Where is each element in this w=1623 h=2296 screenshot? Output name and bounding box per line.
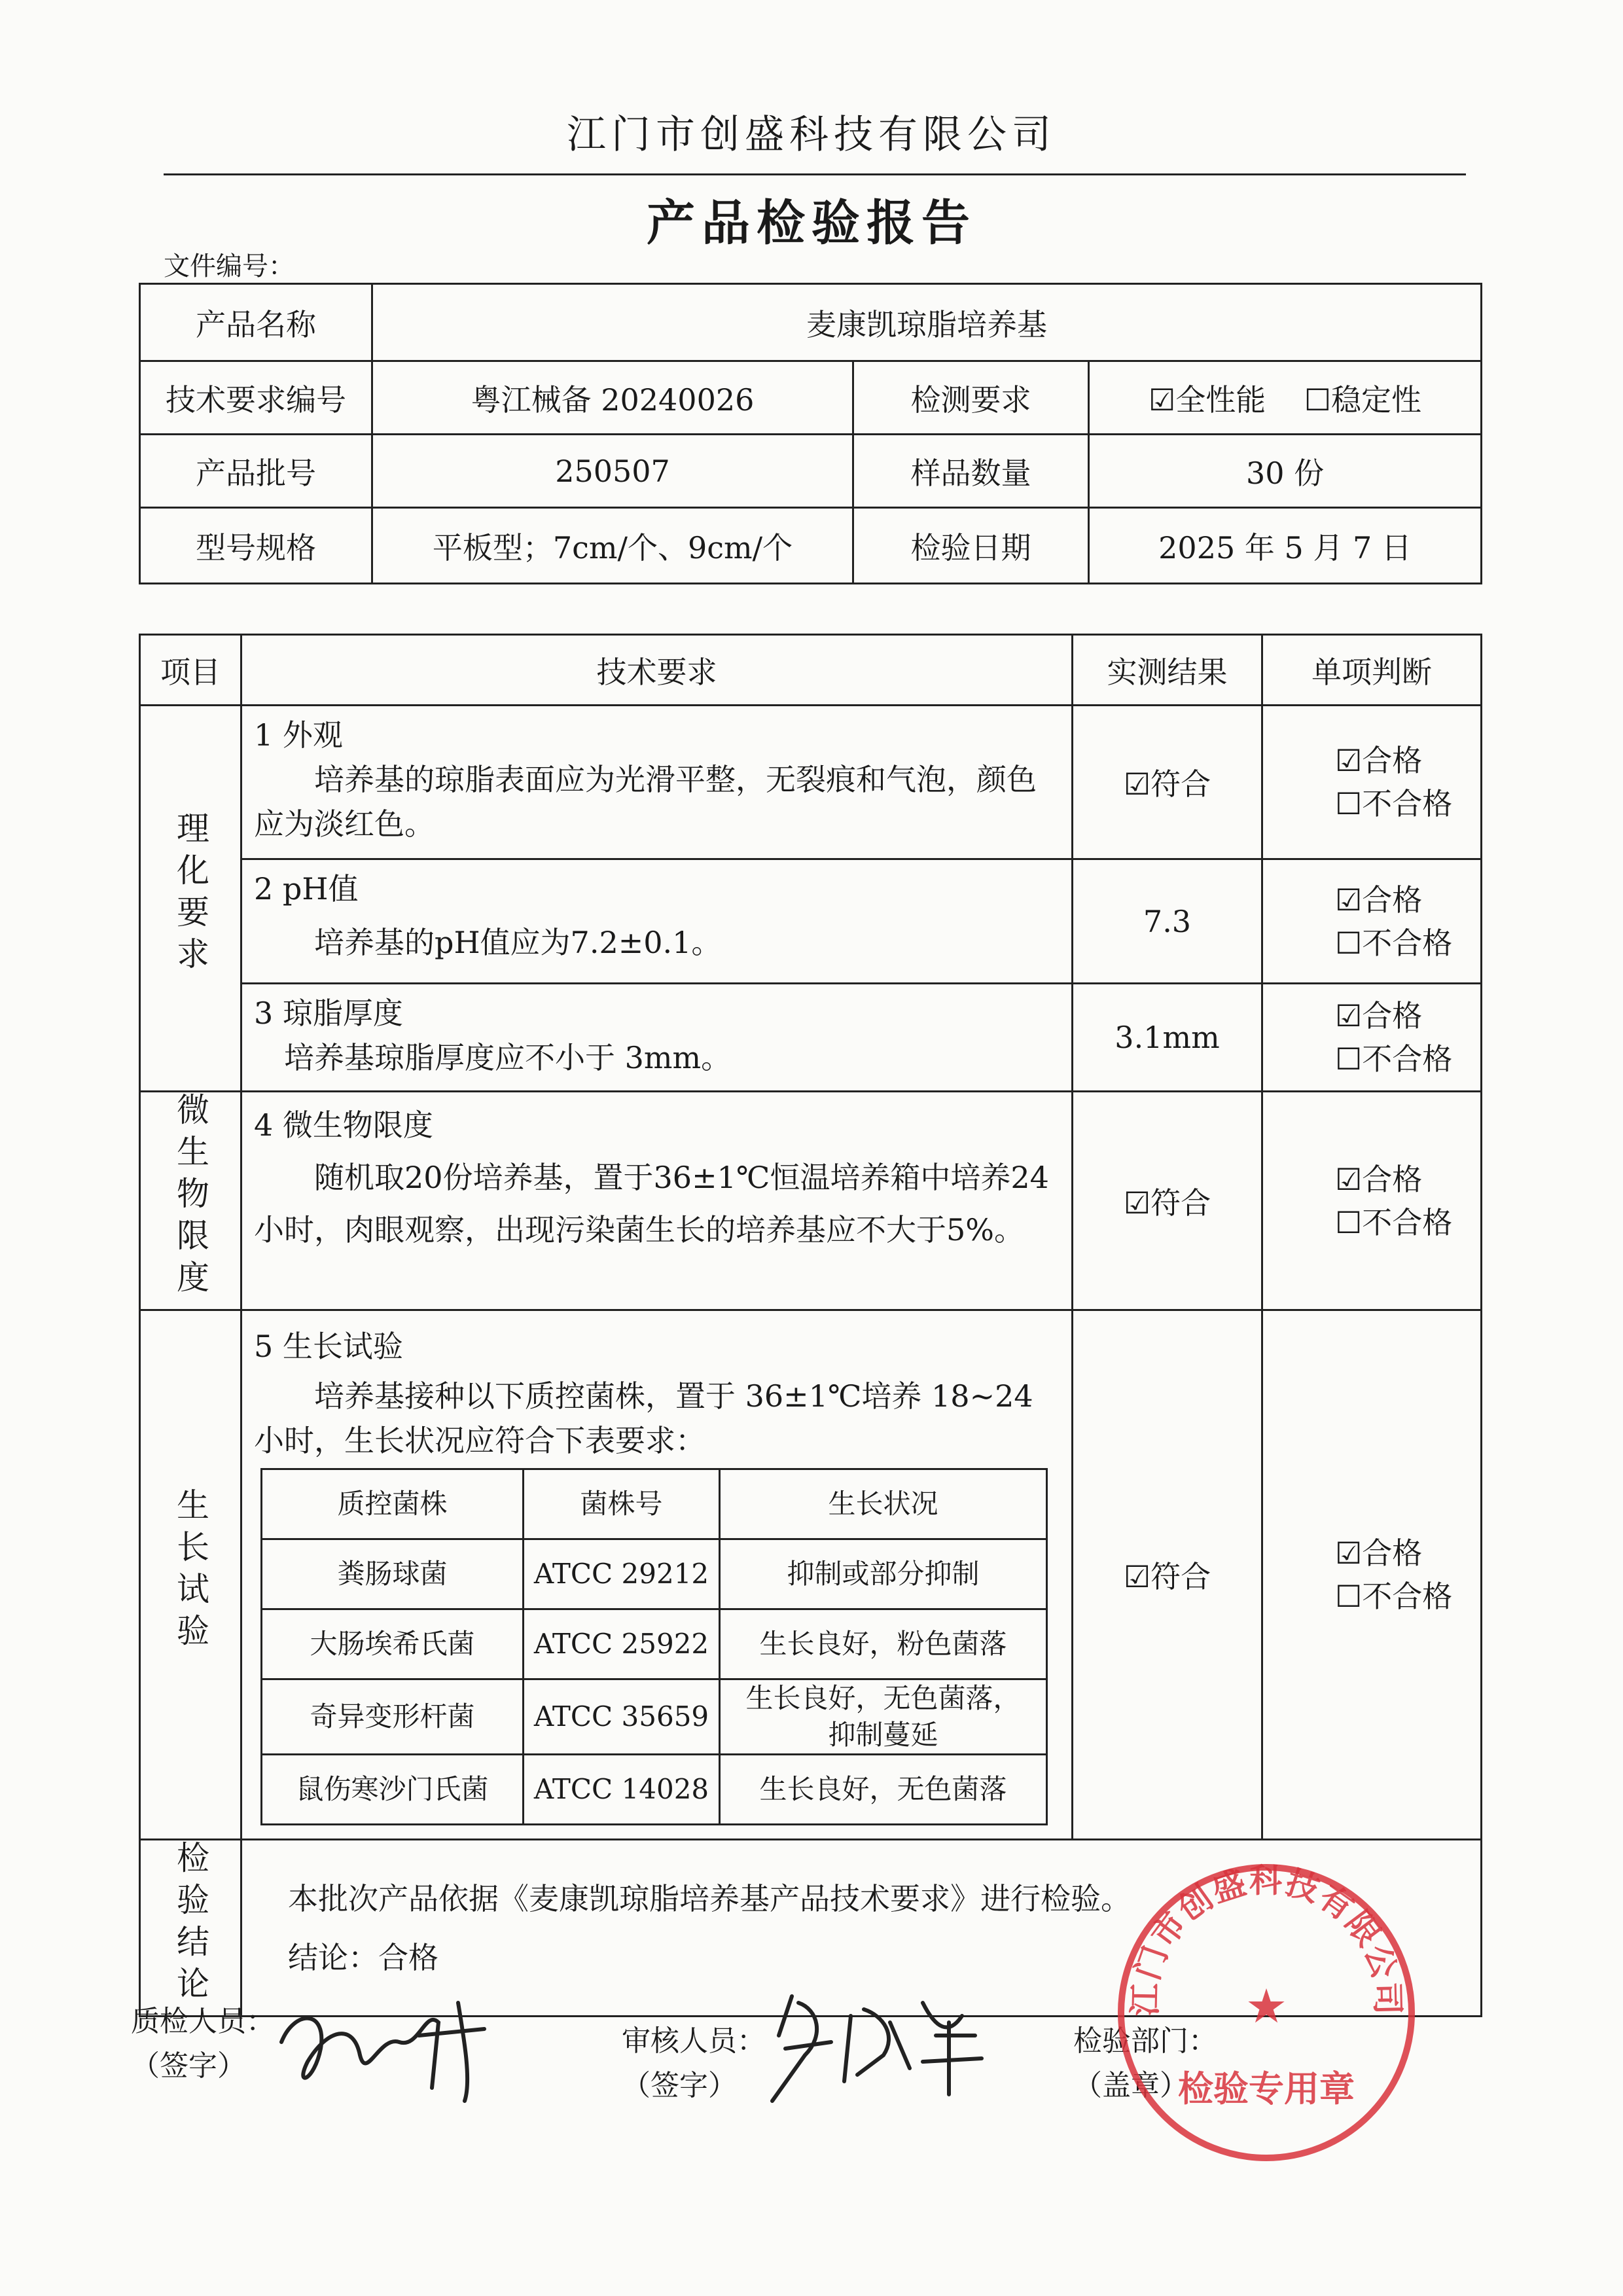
stamp-text: 江门市创盛科技有限公司 (1126, 1861, 1407, 2017)
conclusion-text: 本批次产品依据《麦康凯琼脂培养基产品技术要求》进行检验。 (288, 1880, 1131, 1916)
col-item: 项目 (140, 635, 241, 706)
judge-growth: ☑合格 ☐不合格 (1262, 1310, 1482, 1840)
conclusion-result: 结论：合格 (288, 1939, 438, 1975)
company-name: 江门市创盛科技有限公司 (567, 112, 1056, 158)
req-growth (241, 1310, 1073, 1840)
svg-text:★: ★ (1245, 1979, 1288, 2034)
batch-label: 产品批号 (140, 435, 372, 508)
date-value: 2025 年 5 月 7 日 (1089, 508, 1482, 584)
req-growth-text: 培养基接种以下质控菌株，置于 36±1℃培养 18~24 小时，生长状况应符合下表要求： (254, 1378, 1033, 1458)
tech-no-label: 技术要求编号 (140, 361, 372, 435)
req-thickness-text: 培养基琼脂厚度应不小于 3mm。 (284, 1040, 732, 1075)
inspector-sign-label: （签字） (131, 2049, 246, 2083)
product-name-value: 麦康凯琼脂培养基 (372, 284, 1482, 361)
date-label: 检验日期 (853, 508, 1089, 584)
req-ph-text: 培养基的pH值应为7.2±0.1。 (314, 925, 722, 960)
report-title: 产品检验报告 (647, 195, 976, 251)
batch-value: 250507 (372, 435, 853, 508)
judge-microbial: ☑合格 ☐不合格 (1262, 1092, 1482, 1310)
req-microbial-title: 4 微生物限度 (254, 1107, 433, 1143)
col-req: 技术要求 (241, 635, 1073, 706)
model-value: 平板型；7cm/个、9cm/个 (372, 508, 853, 584)
reviewer-sign-label: （签字） (622, 2069, 737, 2102)
group-conclusion: 检验结论 (140, 1840, 241, 2017)
product-info-table (139, 283, 1482, 584)
judge-ph: ☑合格 ☐不合格 (1262, 859, 1482, 984)
strain-header-growth: 生长状况 (720, 1469, 1047, 1539)
dept-seal-label: （盖章） (1073, 2069, 1188, 2102)
table-row: 大肠埃希氏菌 ATCC 25922 生长良好，粉色菌落 (262, 1609, 1047, 1679)
strain-header-id: 菌株号 (524, 1469, 720, 1539)
table-row: 粪肠球菌 ATCC 29212 抑制或部分抑制 (262, 1539, 1047, 1609)
req-ph (241, 859, 1073, 984)
req-appearance (241, 706, 1073, 859)
strain-table (260, 1468, 1048, 1825)
inspector-signature (268, 1983, 530, 2108)
stamp-sub: 检验专用章 (1178, 2068, 1355, 2109)
qty-value: 30 份 (1089, 435, 1482, 508)
reviewer-signature (753, 1977, 1001, 2108)
req-appearance-text: 培养基的琼脂表面应为光滑平整，无裂痕和气泡，颜色应为淡红色。 (254, 762, 1037, 842)
test-req-options (1089, 361, 1482, 435)
model-label: 型号规格 (140, 508, 372, 584)
result-ph: 7.3 (1073, 859, 1262, 984)
req-ph-title: 2 pH值 (254, 871, 359, 906)
tech-no-value: 粤江械备 20240026 (372, 361, 853, 435)
inspection-table (139, 634, 1482, 2017)
col-result: 实测结果 (1073, 635, 1262, 706)
req-microbial-text: 随机取20份培养基，置于36±1℃恒温培养箱中培养24小时，肉眼观察，出现污染菌生长的培养基应不大于5%。 (254, 1160, 1049, 1247)
inspection-seal-stamp (1113, 1859, 1420, 2166)
inspector-block (131, 2000, 275, 2089)
test-req-label: 检测要求 (853, 361, 1089, 435)
col-judge: 单项判断 (1262, 635, 1482, 706)
reviewer-label: 审核人员： (622, 2024, 766, 2058)
table-row: 鼠伤寒沙门氏菌 ATCC 14028 生长良好，无色菌落 (262, 1755, 1047, 1825)
req-microbial (241, 1092, 1073, 1310)
test-req-full: ☑全性能 (1149, 382, 1266, 418)
inspector-label: 质检人员： (131, 2005, 275, 2038)
judge-thickness: ☑合格 ☐不合格 (1262, 984, 1482, 1092)
header-divider (164, 173, 1466, 175)
result-growth: ☑符合 (1073, 1310, 1262, 1840)
judge-appearance: ☑合格 ☐不合格 (1262, 706, 1482, 859)
req-thickness (241, 984, 1073, 1092)
result-microbial: ☑符合 (1073, 1092, 1262, 1310)
test-req-stability: ☐稳定性 (1304, 382, 1422, 418)
result-appearance: ☑符合 (1073, 706, 1262, 859)
group-microbial: 微生物限度 (140, 1092, 241, 1310)
qty-label: 样品数量 (853, 435, 1089, 508)
req-appearance-title: 1 外观 (254, 717, 343, 753)
reviewer-block (622, 2019, 766, 2108)
group-growth: 生长试验 (140, 1310, 241, 1840)
dept-label: 检验部门： (1073, 2024, 1217, 2058)
req-growth-title: 5 生长试验 (254, 1329, 403, 1364)
req-thickness-title: 3 琼脂厚度 (254, 996, 403, 1031)
strain-header-name: 质控菌株 (262, 1469, 524, 1539)
result-thickness: 3.1mm (1073, 984, 1262, 1092)
file-number-label: 文件编号： (164, 251, 294, 281)
table-row: 奇异变形杆菌 ATCC 35659 生长良好，无色菌落，抑制蔓延 (262, 1679, 1047, 1755)
group-physchem: 理化要求 (140, 706, 241, 1092)
product-name-label: 产品名称 (140, 284, 372, 361)
